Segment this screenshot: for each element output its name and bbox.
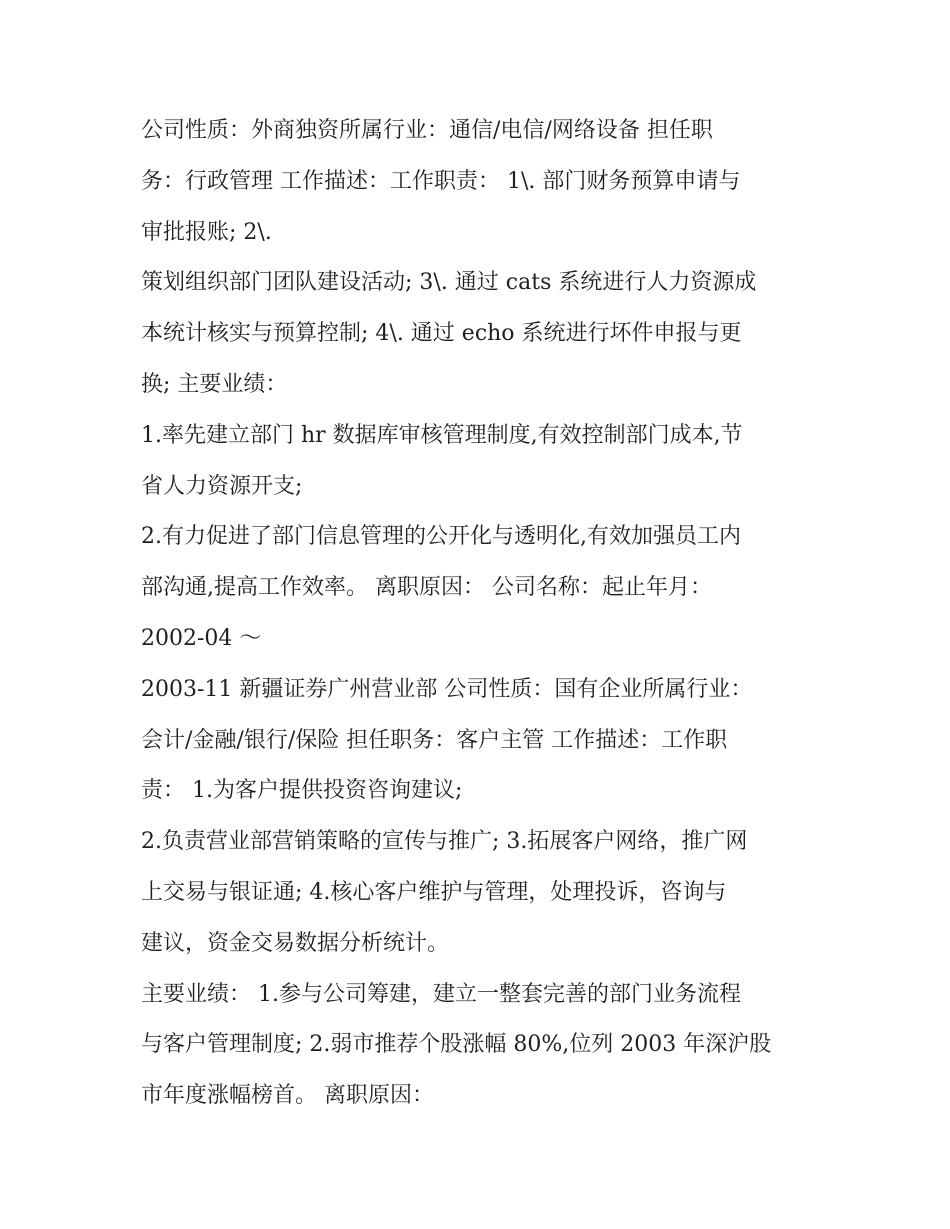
text-line-1: 公司性质：外商独资所属行业：通信/电信/网络设备 担任职 — [141, 118, 713, 143]
text-line-4: 策划组织部门团队建设活动; 3\. 通过 cats 系统进行人力资源成 — [141, 270, 757, 296]
text-line-18: 主要业绩： 1.参与公司筹建，建立一整套完善的部门业务流程 — [141, 981, 741, 1007]
text-line-20: 市年度涨幅榜首。 离职原因： — [141, 1083, 434, 1109]
text-line-19: 与客户管理制度; 2.弱市推荐个股涨幅 80%,位列 2003 年深沪股 — [141, 1032, 772, 1058]
text-line-14: 责： 1.为客户提供投资咨询建议; — [141, 778, 463, 804]
text-line-15: 2.负责营业部营销策略的宣传与推广; 3.拓展客户网络，推广网 — [141, 829, 748, 855]
text-line-12: 2003-11 新疆证券广州营业部 公司性质：国有企业所属行业： — [141, 676, 753, 702]
text-line-17: 建议，资金交易数据分析统计。 — [141, 930, 450, 956]
text-line-5: 本统计核实与预算控制; 4\. 通过 echo 系统进行坏件申报与更 — [141, 321, 742, 347]
text-line-8: 省人力资源开支; — [141, 473, 303, 499]
document-body — [141, 106, 811, 1122]
text-line-7: 1.率先建立部门 hr 数据库审核管理制度,有效控制部门成本,节 — [141, 422, 743, 448]
text-line-13: 会计/金融/银行/保险 担任职务：客户主管 工作描述：工作职 — [141, 727, 728, 753]
text-line-9: 2.有力促进了部门信息管理的公开化与透明化,有效加强员工内 — [141, 524, 741, 550]
text-line-2: 务：行政管理 工作描述：工作职责： 1\. 部门财务预算申请与 — [141, 168, 741, 194]
text-line-10: 部沟通,提高工作效率。 离职原因： 公司名称：起止年月： — [141, 575, 712, 601]
text-line-6: 换; 主要业绩： — [141, 371, 288, 397]
text-line-16: 上交易与银证通; 4.核心客户维护与管理，处理投诉，咨询与 — [141, 879, 727, 905]
text-line-11: 2002-04 ～ — [141, 625, 262, 651]
text-line-3: 审批报账; 2\. — [141, 219, 272, 245]
